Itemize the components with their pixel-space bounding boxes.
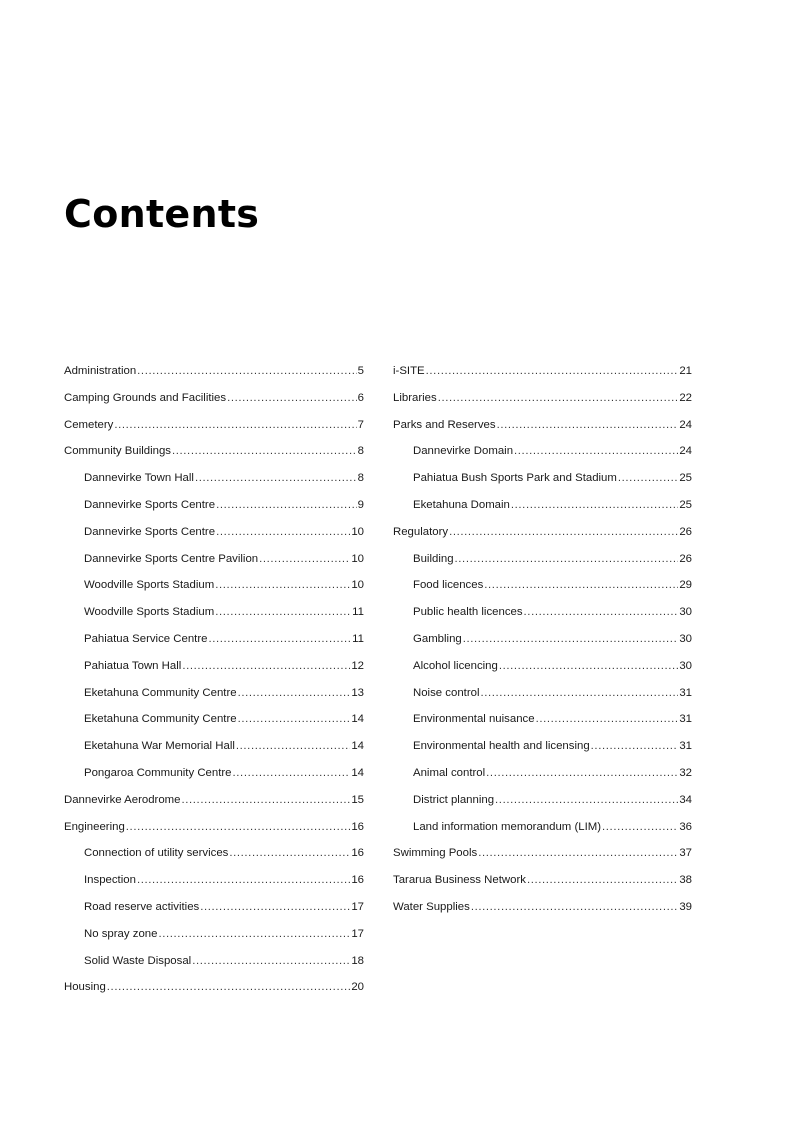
toc-entry-label: Noise control <box>413 686 480 699</box>
dot-leader <box>216 519 350 546</box>
dot-leader <box>182 653 350 680</box>
toc-page-number: 24 <box>679 418 692 431</box>
toc-column-left <box>64 358 364 1001</box>
dot-leader <box>471 894 679 921</box>
toc-subentry[interactable] <box>64 894 364 921</box>
toc-entry-label: Animal control <box>413 766 486 779</box>
toc-page-number: 14 <box>351 740 364 753</box>
toc-page-number: 30 <box>679 606 692 619</box>
toc-subentry[interactable] <box>393 733 692 760</box>
toc-page-number: 25 <box>679 498 692 511</box>
dot-leader <box>514 438 678 465</box>
toc-page-number: 18 <box>351 954 364 967</box>
toc-page-number: 10 <box>351 579 364 592</box>
toc-page-number: 29 <box>679 579 692 592</box>
toc-page-number: 8 <box>357 445 364 458</box>
toc-entry-label: Pongaroa Community Centre <box>84 766 232 779</box>
toc-entry-label: Eketahuna War Memorial Hall <box>84 740 235 753</box>
toc-entry[interactable] <box>64 438 364 465</box>
toc-page-number: 26 <box>679 552 692 565</box>
toc-entry-label: Libraries <box>393 391 437 404</box>
dot-leader <box>511 492 678 519</box>
toc-entry-label: Eketahuna Community Centre <box>84 713 237 726</box>
toc-entry-label: Regulatory <box>393 525 449 538</box>
toc-subentry[interactable] <box>393 599 692 626</box>
toc-page-number: 10 <box>351 525 364 538</box>
dot-leader <box>484 572 678 599</box>
dot-leader <box>438 385 679 412</box>
toc-page-number: 17 <box>351 900 364 913</box>
toc-entry[interactable] <box>393 867 692 894</box>
toc-page-number: 16 <box>351 874 364 887</box>
toc-entry-label: Alcohol licencing <box>413 659 498 672</box>
dot-leader <box>618 465 678 492</box>
toc-entry-label: Pahiatua Service Centre <box>84 632 208 645</box>
toc-entry-label: Dannevirke Town Hall <box>84 472 194 485</box>
dot-leader <box>486 760 678 787</box>
dot-leader <box>107 974 351 1001</box>
toc-page-number: 12 <box>351 659 364 672</box>
toc-page-number: 30 <box>679 632 692 645</box>
toc-page-number: 13 <box>351 686 364 699</box>
toc-page-number: 32 <box>679 766 692 779</box>
toc-entry-label: Dannevirke Domain <box>413 445 514 458</box>
toc-subentry[interactable] <box>64 599 364 626</box>
dot-leader <box>536 706 679 733</box>
dot-leader <box>200 894 350 921</box>
toc-subentry[interactable] <box>393 680 692 707</box>
toc-subentry[interactable] <box>64 921 364 948</box>
toc-subentry[interactable] <box>393 465 692 492</box>
toc-page-number: 14 <box>351 766 364 779</box>
toc-entry-label: Gambling <box>413 632 462 645</box>
toc-entry-label: Swimming Pools <box>393 847 478 860</box>
toc-subentry[interactable] <box>64 760 364 787</box>
toc-entry-label: Connection of utility services <box>84 847 229 860</box>
dot-leader <box>602 814 678 841</box>
toc-entry-label: Housing <box>64 981 106 994</box>
dot-leader <box>497 412 679 439</box>
toc-entry-label: Environmental nuisance <box>413 713 535 726</box>
toc-subentry[interactable] <box>64 465 364 492</box>
toc-subentry[interactable] <box>64 519 364 546</box>
toc-page-number: 9 <box>357 498 364 511</box>
dot-leader <box>480 680 678 707</box>
dot-leader <box>238 706 351 733</box>
dot-leader <box>229 840 350 867</box>
dot-leader <box>478 840 678 867</box>
toc-entry-label: Dannevirke Sports Centre Pavilion <box>84 552 259 565</box>
toc-subentry[interactable] <box>393 787 692 814</box>
dot-leader <box>216 492 357 519</box>
toc-page-number: 21 <box>679 365 692 377</box>
toc-entry-label: Camping Grounds and Facilities <box>64 391 227 404</box>
toc-entry[interactable] <box>64 974 364 1001</box>
toc-entry-label: Building <box>413 552 454 565</box>
dot-leader <box>215 599 351 626</box>
dot-leader <box>114 412 356 439</box>
toc-entry[interactable] <box>393 412 692 439</box>
dot-leader <box>158 921 350 948</box>
dot-leader <box>195 465 357 492</box>
dot-leader <box>137 358 356 385</box>
toc-entry[interactable] <box>393 894 692 921</box>
toc-page-number: 34 <box>679 793 692 806</box>
dot-leader <box>172 438 357 465</box>
toc-page-number: 26 <box>679 525 692 538</box>
toc-entry-label: Tararua Business Network <box>393 874 526 887</box>
toc-entry-label: Cemetery <box>64 418 114 431</box>
dot-leader <box>495 787 678 814</box>
toc-subentry[interactable] <box>64 733 364 760</box>
dot-leader <box>227 385 357 412</box>
toc-subentry[interactable] <box>64 572 364 599</box>
toc-entry[interactable] <box>393 385 692 412</box>
toc-subentry[interactable] <box>393 653 692 680</box>
toc-subentry[interactable] <box>393 814 692 841</box>
toc-entry-label: Engineering <box>64 820 125 833</box>
toc-entry-label: Public health licences <box>413 606 523 619</box>
toc-entry-label: Water Supplies <box>393 900 470 913</box>
toc-entry-label: No spray zone <box>84 927 158 940</box>
toc-entry[interactable] <box>393 840 692 867</box>
toc-page-number: 31 <box>679 713 692 726</box>
toc-page-number: 7 <box>357 418 364 431</box>
toc-entry-label: Community Buildings <box>64 445 171 458</box>
toc-subentry[interactable] <box>393 546 692 573</box>
toc-entry[interactable] <box>64 814 364 841</box>
toc-entry[interactable] <box>64 412 364 439</box>
toc-page-number: 31 <box>679 686 692 699</box>
dot-leader <box>238 680 351 707</box>
toc-page-number: 10 <box>351 552 364 565</box>
toc-entry-label: Administration <box>64 365 137 377</box>
toc-entry-label: Solid Waste Disposal <box>84 954 192 967</box>
toc-entry-label: Road reserve activities <box>84 900 200 913</box>
dot-leader <box>455 546 679 573</box>
dot-leader <box>426 358 679 385</box>
toc-subentry[interactable] <box>393 706 692 733</box>
page-title: Contents <box>64 192 260 236</box>
toc-page-number: 22 <box>679 391 692 404</box>
toc-subentry[interactable] <box>64 492 364 519</box>
dot-leader <box>192 948 350 975</box>
dot-leader <box>182 787 351 814</box>
dot-leader <box>524 599 679 626</box>
toc-page-number: 6 <box>357 391 364 404</box>
toc-subentry[interactable] <box>393 760 692 787</box>
toc-page-number: 36 <box>679 820 692 833</box>
toc-subentry[interactable] <box>393 572 692 599</box>
toc-page-number: 20 <box>351 981 364 994</box>
toc-subentry[interactable] <box>393 626 692 653</box>
toc-subentry[interactable] <box>64 626 364 653</box>
toc-entry-label: Pahiatua Bush Sports Park and Stadium <box>413 472 617 485</box>
toc-subentry[interactable] <box>64 546 364 573</box>
toc-page-number: 39 <box>679 900 692 913</box>
toc-entry-label: Dannevirke Sports Centre <box>84 498 216 511</box>
toc-entry-label: Dannevirke Aerodrome <box>64 793 181 806</box>
toc-entry[interactable] <box>64 787 364 814</box>
toc-page-number: 38 <box>679 874 692 887</box>
toc-entry-label: i-SITE <box>393 365 425 377</box>
toc-subentry[interactable] <box>64 706 364 733</box>
toc-entry-label: Eketahuna Community Centre <box>84 686 237 699</box>
toc-subentry[interactable] <box>393 492 692 519</box>
dot-leader <box>449 519 678 546</box>
toc-entry[interactable] <box>64 358 364 385</box>
toc-entry-label: Parks and Reserves <box>393 418 496 431</box>
dot-leader <box>137 867 350 894</box>
toc-subentry[interactable] <box>64 680 364 707</box>
dot-leader <box>126 814 351 841</box>
dot-leader <box>208 626 351 653</box>
toc-entry-label: Woodville Sports Stadium <box>84 606 215 619</box>
toc-subentry[interactable] <box>64 653 364 680</box>
toc-page-number: 14 <box>351 713 364 726</box>
dot-leader <box>259 546 350 573</box>
toc-entry-label: Land information memorandum (LIM) <box>413 820 602 833</box>
dot-leader <box>527 867 678 894</box>
dot-leader <box>215 572 350 599</box>
toc-subentry[interactable] <box>64 948 364 975</box>
toc-page-number: 5 <box>357 365 364 377</box>
toc-entry[interactable] <box>393 519 692 546</box>
dot-leader <box>236 733 350 760</box>
toc-subentry[interactable] <box>64 867 364 894</box>
toc-page-number: 24 <box>679 445 692 458</box>
toc-entry[interactable] <box>64 385 364 412</box>
toc-entry-label: Food licences <box>413 579 484 592</box>
toc-page-number: 31 <box>679 740 692 753</box>
toc-entry-label: District planning <box>413 793 495 806</box>
toc-entry-label: Eketahuna Domain <box>413 498 510 511</box>
toc-page-number: 11 <box>352 632 364 645</box>
toc-page-number: 17 <box>351 927 364 940</box>
toc-entry-label: Inspection <box>84 874 136 887</box>
toc-entry-label: Environmental health and licensing <box>413 740 590 753</box>
toc-page-number: 16 <box>351 820 364 833</box>
toc-page-number: 15 <box>351 793 364 806</box>
toc-entry-label: Dannevirke Sports Centre <box>84 525 216 538</box>
dot-leader <box>499 653 678 680</box>
toc-subentry[interactable] <box>393 438 692 465</box>
dot-leader <box>591 733 679 760</box>
toc-page-number: 30 <box>679 659 692 672</box>
dot-leader <box>233 760 351 787</box>
dot-leader <box>463 626 679 653</box>
toc-page-number: 11 <box>352 606 364 619</box>
toc-subentry[interactable] <box>64 840 364 867</box>
toc-page-number: 25 <box>679 472 692 485</box>
toc-page-number: 37 <box>679 847 692 860</box>
toc-page-number: 16 <box>351 847 364 860</box>
toc-entry[interactable] <box>393 358 692 385</box>
toc-column-right <box>393 358 692 921</box>
toc-page-number: 8 <box>357 472 364 485</box>
toc-entry-label: Pahiatua Town Hall <box>84 659 182 672</box>
toc-entry-label: Woodville Sports Stadium <box>84 579 215 592</box>
